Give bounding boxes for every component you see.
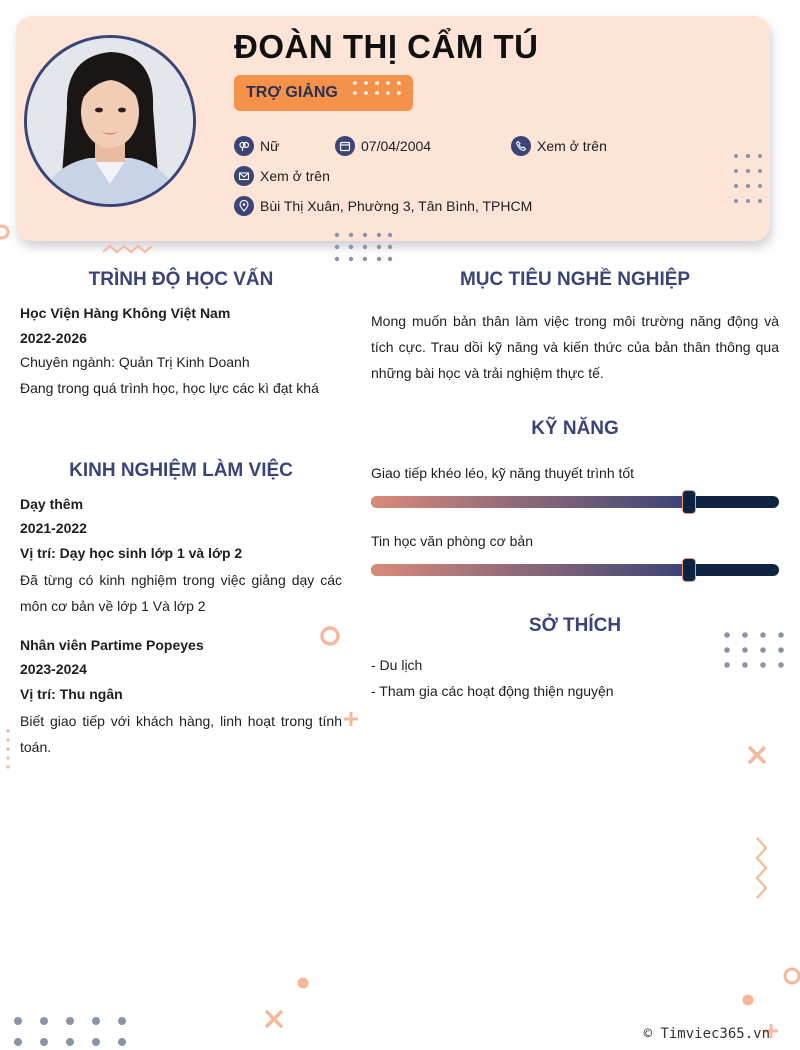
dots-decoration bbox=[4, 728, 12, 778]
education-school: Học Viện Hàng Không Việt Nam bbox=[20, 305, 231, 321]
address-value: Bùi Thị Xuân, Phường 3, Tân Bình, TPHCM bbox=[260, 198, 533, 214]
education-note: Đang trong quá trình học, học lực các kì đạt khá bbox=[20, 380, 319, 396]
gender-icon bbox=[234, 136, 254, 156]
dots-decoration bbox=[733, 153, 765, 209]
calendar-icon bbox=[335, 136, 355, 156]
ring-decoration bbox=[318, 624, 342, 648]
candidate-name: ĐOÀN THỊ CẨM TÚ bbox=[234, 28, 539, 65]
education-period: 2022-2026 bbox=[20, 330, 87, 346]
birthdate-value: 07/04/2004 bbox=[361, 138, 432, 154]
hobbies-title: SỞ THÍCH bbox=[528, 615, 622, 636]
gender-info bbox=[234, 136, 279, 156]
address-info bbox=[234, 196, 532, 216]
ring-decoration bbox=[0, 222, 12, 242]
avatar bbox=[24, 35, 196, 207]
experience-position: Vị trí: Thu ngân bbox=[20, 686, 123, 702]
experience-description: Đã từng có kinh nghiệm trong việc giảng dạy các môn cơ bản về lớp 1 Và lớp 2 bbox=[20, 572, 342, 614]
ring-decoration bbox=[780, 964, 800, 988]
objective-text: Mong muốn bản thân làm việc trong môi trường năng động và tích cực. Trau dồi kỹ năng và kiến thức của bản thân thông qua những bài học và trải nghiệm thực tế. bbox=[371, 313, 779, 381]
experience-position: Vị trí: Dạy học sinh lớp 1 và lớp 2 bbox=[20, 545, 243, 561]
education-title: TRÌNH ĐỘ HỌC VẤN bbox=[88, 269, 274, 290]
skill-progress-fill bbox=[371, 496, 689, 508]
experience-company: Dạy thêm bbox=[20, 496, 84, 512]
dot-decoration bbox=[741, 993, 755, 1007]
zigzag-decoration bbox=[754, 836, 770, 900]
skill-progress-fill bbox=[371, 564, 689, 576]
mail-icon bbox=[234, 166, 254, 186]
experience-description: Biết giao tiếp với khách hàng, linh hoạt trong tính toán. bbox=[20, 713, 342, 755]
skill-label: Tin học văn phòng cơ bản bbox=[371, 533, 533, 549]
cross-decoration bbox=[746, 744, 768, 766]
role-label: TRỢ GIẢNG bbox=[246, 84, 338, 101]
hobby-item: - Tham gia các hoạt động thiện nguyện bbox=[371, 683, 614, 699]
skill-progress-handle bbox=[682, 558, 696, 582]
cross-decoration bbox=[263, 1008, 285, 1030]
experience-period: 2021-2022 bbox=[20, 520, 87, 536]
experience-title: KINH NGHIỆM LÀM VIỆC bbox=[69, 460, 293, 481]
experience-period: 2023-2024 bbox=[20, 661, 87, 677]
email-info bbox=[234, 166, 330, 186]
location-icon bbox=[234, 196, 254, 216]
gender-value: Nữ bbox=[260, 138, 280, 154]
phone-value: Xem ở trên bbox=[537, 138, 607, 154]
dots-decoration bbox=[333, 230, 395, 264]
experience-company: Nhân viên Partime Popeyes bbox=[20, 637, 204, 653]
phone-icon bbox=[511, 136, 531, 156]
dots-decoration bbox=[722, 630, 788, 672]
dots-decoration bbox=[352, 80, 410, 104]
plus-decoration bbox=[342, 710, 360, 728]
zigzag-decoration bbox=[102, 243, 154, 255]
skill-progress-handle bbox=[682, 490, 696, 514]
hobby-item: - Du lịch bbox=[371, 657, 423, 673]
email-value: Xem ở trên bbox=[260, 168, 330, 184]
skill-progress-bar bbox=[371, 496, 779, 508]
dots-decoration bbox=[10, 1013, 132, 1047]
footer-watermark: © Timviec365.vn bbox=[643, 1026, 770, 1042]
skill-progress-bar bbox=[371, 564, 779, 576]
skill-label: Giao tiếp khéo léo, kỹ năng thuyết trình tốt bbox=[371, 465, 635, 481]
phone-info bbox=[511, 136, 607, 156]
education-major: Chuyên ngành: Quản Trị Kinh Doanh bbox=[20, 354, 250, 370]
role-badge bbox=[234, 75, 413, 111]
skills-title: KỸ NĂNG bbox=[531, 418, 619, 439]
birthdate-info bbox=[335, 136, 431, 156]
dot-decoration bbox=[296, 976, 310, 990]
objective-title: MỤC TIÊU NGHỀ NGHIỆP bbox=[459, 269, 691, 290]
